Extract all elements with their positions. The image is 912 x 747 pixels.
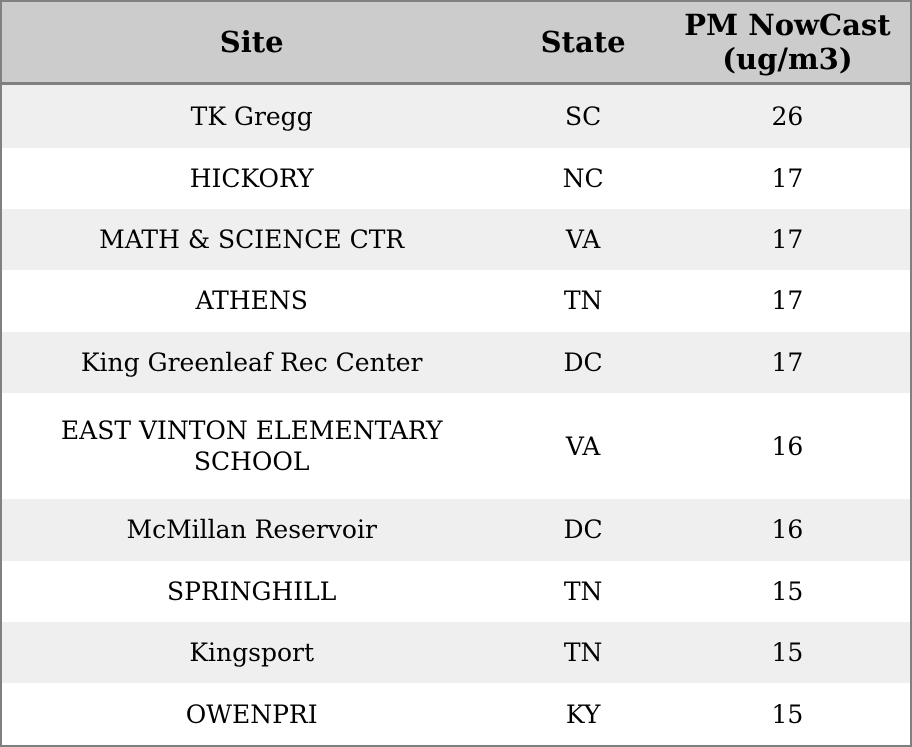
cell-state: TN — [501, 270, 664, 331]
column-header-pm-nowcast: PM NowCast (ug/m3) — [665, 2, 910, 84]
cell-pm-nowcast: 15 — [665, 622, 910, 683]
cell-pm-nowcast: 17 — [665, 270, 910, 331]
cell-site: MATH & SCIENCE CTR — [2, 209, 501, 270]
cell-site: SPRINGHILL — [2, 561, 501, 622]
cell-pm-nowcast: 15 — [665, 561, 910, 622]
table-header — [2, 2, 910, 84]
table-row — [2, 622, 910, 683]
cell-state: TN — [501, 622, 664, 683]
cell-state: DC — [501, 499, 664, 560]
cell-site: EAST VINTON ELEMENTARY SCHOOL — [2, 393, 501, 499]
cell-pm-nowcast: 17 — [665, 209, 910, 270]
table-row — [2, 393, 910, 499]
cell-state: TN — [501, 561, 664, 622]
table-body — [2, 84, 910, 745]
cell-state: VA — [501, 209, 664, 270]
cell-pm-nowcast: 16 — [665, 499, 910, 560]
cell-site: King Greenleaf Rec Center — [2, 332, 501, 393]
column-header-site: Site — [2, 2, 501, 84]
cell-pm-nowcast: 15 — [665, 683, 910, 745]
cell-site: McMillan Reservoir — [2, 499, 501, 560]
table-row — [2, 683, 910, 745]
cell-pm-nowcast: 17 — [665, 332, 910, 393]
cell-state: SC — [501, 84, 664, 148]
cell-state: VA — [501, 393, 664, 499]
table-row — [2, 561, 910, 622]
table-row — [2, 209, 910, 270]
cell-pm-nowcast: 16 — [665, 393, 910, 499]
cell-site: OWENPRI — [2, 683, 501, 745]
cell-state: DC — [501, 332, 664, 393]
cell-site: Kingsport — [2, 622, 501, 683]
table-row — [2, 332, 910, 393]
column-header-state: State — [501, 2, 664, 84]
table-row — [2, 84, 910, 148]
cell-state: NC — [501, 148, 664, 209]
cell-pm-nowcast: 17 — [665, 148, 910, 209]
cell-site: TK Gregg — [2, 84, 501, 148]
cell-site: ATHENS — [2, 270, 501, 331]
table-header-row — [2, 2, 910, 84]
cell-site: HICKORY — [2, 148, 501, 209]
cell-pm-nowcast: 26 — [665, 84, 910, 148]
table-row — [2, 499, 910, 560]
air-quality-table — [2, 2, 910, 745]
table-row — [2, 148, 910, 209]
table-row — [2, 270, 910, 331]
cell-state: KY — [501, 683, 664, 745]
